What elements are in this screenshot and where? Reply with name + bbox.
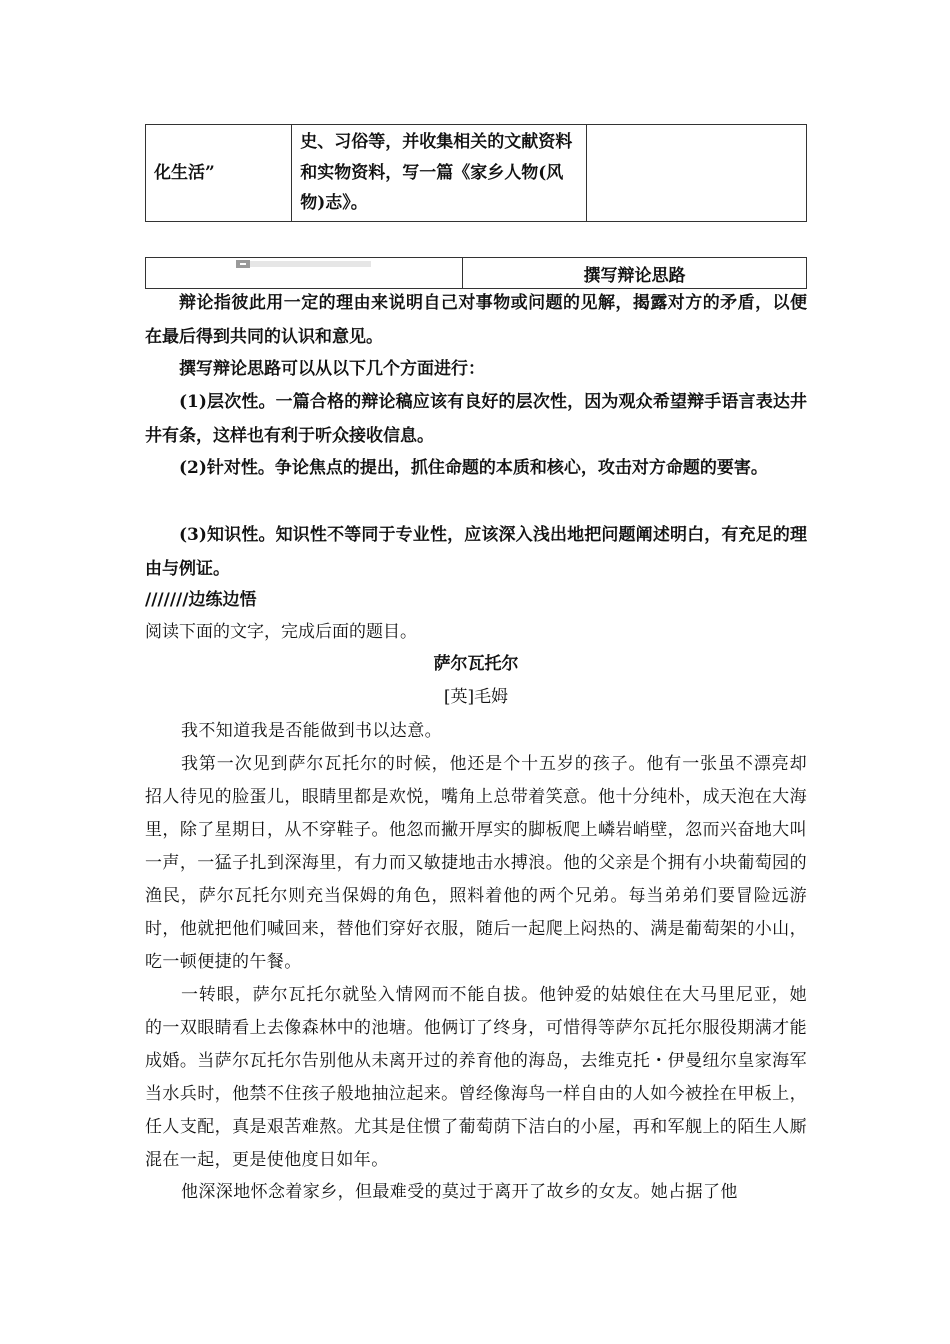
placeholder-bar [236,261,371,267]
practice-section-label [145,584,807,618]
story-paragraph: 他深深地怀念着家乡，但最难受的莫过于离开了故乡的女友。她占据了他 [181,1182,738,1202]
intro-paragraph-3: (1)层次性。一篇合格的辩论稿应该有良好的层次性，因为观众希望辩手语言表达井井有条，这样也有利于听众接收信息。 [145,392,807,446]
minus-icon [236,260,250,268]
intro-paragraph-5: (3)知识性。知识性不等同于专业性，应该深入浅出地把问题阐述明白，有充足的理由与例证。 [145,525,807,579]
table-cell-empty [586,125,806,222]
story-paragraph: 我不知道我是否能做到书以达意。 [181,721,442,741]
story-paragraph: 一转眼，萨尔瓦托尔就坠入情网而不能自拔。他钟爱的姑娘住在大马里尼亚，她的一双眼睛看上去像森林中的池塘。他俩订了终身，可惜得等萨尔瓦托尔服役期满才能成婚。当萨尔瓦托尔告别他从未离开过的养育他的海岛，去维克托・伊曼纽尔皇家海军当水兵时，他禁不住孩子般地抽泣起来。曾经像海鸟一样自由的人如今被拴在甲板上，任人支配，真是艰苦难熬。尤其是住惯了葡萄荫下洁白的小屋，再和军舰上的陌生人厮混在一起，更是使他度日如年。 [145,985,807,1170]
story-paragraph: 我第一次见到萨尔瓦托尔的时候，他还是个十五岁的孩子。他有一张虽不漂亮却招人待见的脸蛋儿，眼睛里都是欢悦，嘴角上总带着笑意。他十分纯朴，成天泡在大海里，除了星期日，从不穿鞋子。他忽而撇开厚实的脚板爬上嶙岩峭壁，忽而兴奋地大叫一声，一猛子扎到深海里，有力而又敏捷地击水搏浪。他的父亲是个拥有小块葡萄园的渔民，萨尔瓦托尔则充当保姆的角色，照料着他的两个兄弟。每当弟弟们要冒险远游时，他就把他们喊回来，替他们穿好衣服，随后一起爬上闷热的、满是葡萄架的小山，吃一顿便捷的午餐。 [145,754,807,972]
reading-instruction: 阅读下面的文字，完成后面的题目。 [145,622,417,642]
activity-table [145,124,807,222]
intro-paragraph-2: 撰写辩论思路可以从以下几个方面进行： [179,359,485,379]
intro-paragraph-4: (2)针对性。争论焦点的提出，抓住命题的本质和核心，攻击对方命题的要害。 [179,458,768,478]
story-author: [英]毛姆 [443,687,509,707]
table-cell-task: 史、习俗等，并收集相关的文献资料和实物资料，写一篇《家乡人物(风物)志》。 [292,125,586,222]
heading-left-cell [146,258,463,289]
table-row [146,125,807,222]
section-label: 边练边悟 [188,590,257,610]
table-cell-topic: 化生活” [146,125,292,222]
table-row [146,258,807,289]
heading-table [145,257,807,289]
intro-paragraph-1: 辩论指彼此用一定的理由来说明自己对事物或问题的见解，揭露对方的矛盾，以便在最后得到共同的认识和意见。 [145,293,807,347]
section-heading: 撰写辩论思路 [463,258,807,289]
section-marker: /////// [145,590,189,610]
story-title: 萨尔瓦托尔 [433,654,519,674]
